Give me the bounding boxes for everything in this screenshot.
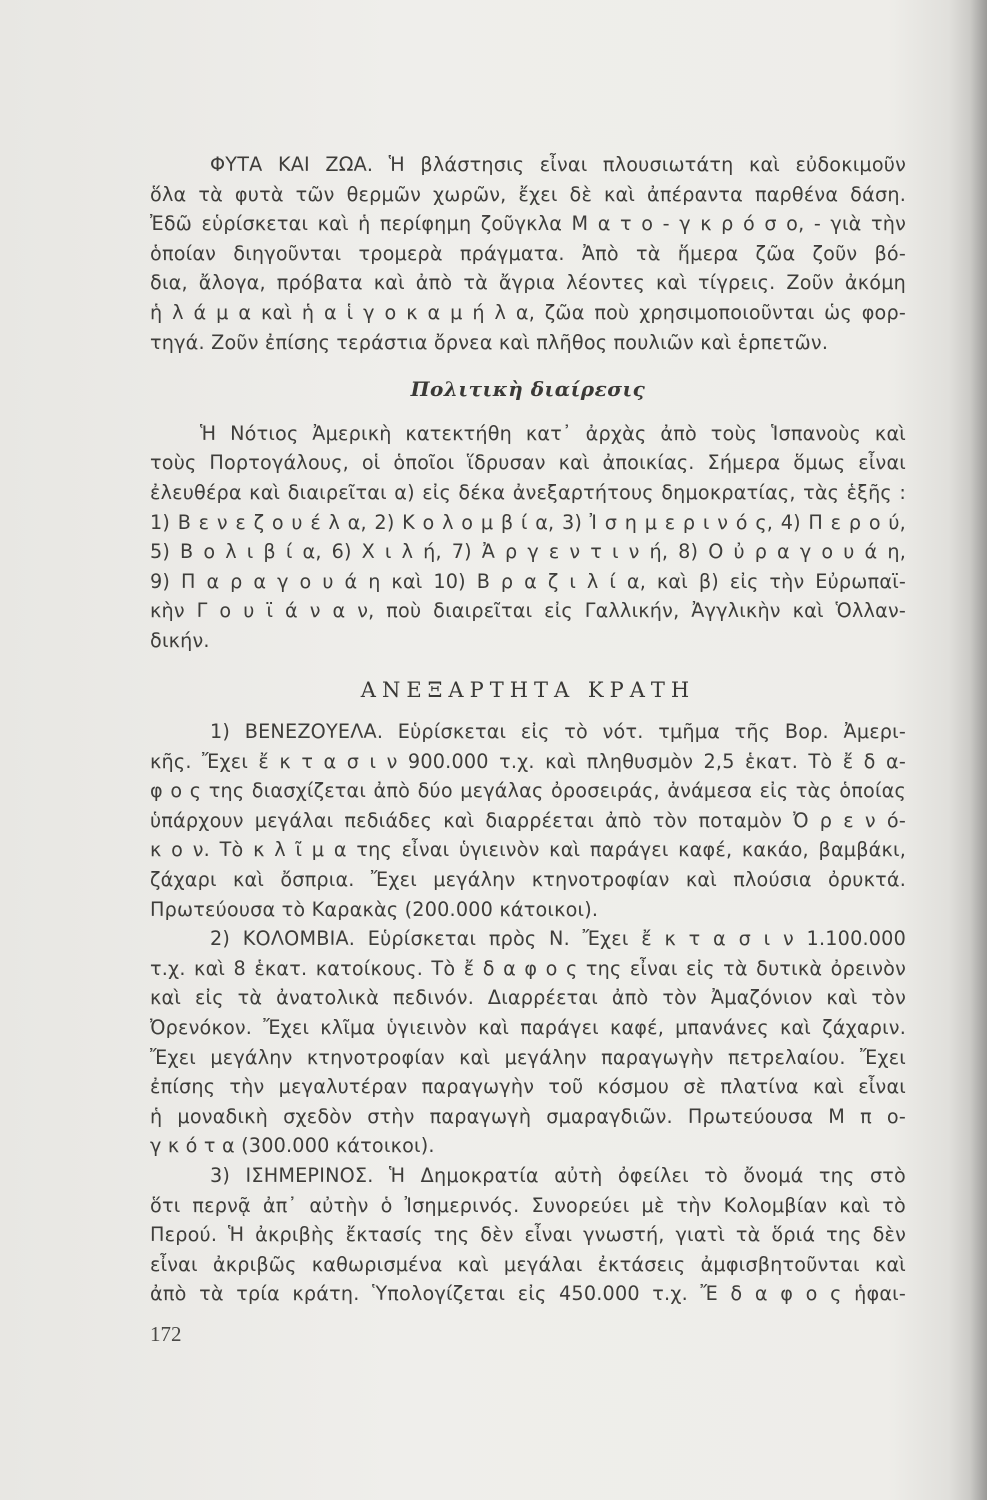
text-line: φ ο ς της διασχίζεται ἀπὸ δύο μεγάλας ὀροσειράς, ἀνάμεσα εἰς τὰς ὁποίας — [150, 779, 906, 803]
text-line: ἐλευθέρα καὶ διαιρεῖται α) εἰς δέκα ἀνεξαρτήτους δημοκρατίας, τὰς ἑξῆς : — [150, 480, 906, 504]
text-line: ὁποίαν διηγοῦνται τρομερὰ πράγματα. Ἀπὸ τὰ ἥμερα ζῶα ζοῦν βό- — [150, 241, 906, 265]
text-line: κῆς. Ἔχει ἔ κ τ α σ ι ν 900.000 τ.χ. καὶ πληθυσμὸν 2,5 ἑκατ. Τὸ ἔ δ α- — [150, 749, 906, 773]
intro-paragraph — [150, 150, 906, 357]
text-line: καὶ εἰς τὰ ἀνατολικὰ πεδινόν. Διαρρέεται ἀπὸ τὸν Ἀμαζόνιον καὶ τὸν — [150, 986, 906, 1010]
text-line: κ ο ν. Τὸ κ λ ῖ μ α της εἶναι ὑγιεινὸν καὶ παράγει καφέ, κακάο, βαμβάκι, — [150, 838, 906, 862]
text-line: δικήν. — [150, 628, 210, 652]
page-number: 172 — [150, 1322, 182, 1346]
text-line: 3) ΙΣΗΜΕΡΙΝΟΣ. Ἡ Δημοκρατία αὐτὴ ὀφείλει τὸ ὄνομά της στὸ — [210, 1164, 906, 1187]
text-line: Πρωτεύουσα τὸ Καρακὰς (200.000 κάτοικοι). — [150, 897, 599, 921]
text-line: γ κ ό τ α (300.000 κάτοικοι). — [150, 1134, 435, 1158]
text-line: δια, ἄλογα, πρόβατα καὶ ἀπὸ τὰ ἄγρια λέοντες καὶ τίγρεις. Ζοῦν ἀκόμη — [150, 271, 906, 295]
text-line: κὴν Γ ο υ ϊ ά ν α ν, ποὺ διαιρεῖται εἰς Γαλλικήν, Ἀγγλικὴν καὶ Ὁλλαν- — [150, 599, 906, 623]
section-heading-states: ΑΝΕΞΑΡΤΗΤΑ ΚΡΑΤΗ — [360, 677, 696, 702]
text-line: ἀπὸ τὰ τρία κράτη. Ὑπολογίζεται εἰς 450.000 τ.χ. Ἔ δ α φ ο ς ἡφαι- — [150, 1282, 906, 1306]
text-line: εἶναι ἀκριβῶς καθωρισμένα καὶ μεγάλαι ἐκτάσεις ἀμφισβητοῦνται καὶ — [150, 1252, 906, 1276]
text-line: ἡ μοναδικὴ σχεδὸν στὴν παραγωγὴ σμαραγδιῶν. Πρωτεύουσα Μ π ο- — [150, 1104, 906, 1128]
text-line: Περού. Ἡ ἀκριβὴς ἔκτασίς της δὲν εἶναι γνωστή, γιατὶ τὰ ὅριά της δὲν — [150, 1223, 906, 1247]
states-section — [150, 717, 906, 1309]
text-line: Ἐδῶ εὑρίσκεται καὶ ἡ περίφημη ζοῦγκλα Μ α τ ο - γ κ ρ ό σ ο, - γιὰ τὴν — [150, 212, 906, 236]
text-line: 1) ΒΕΝΕΖΟΥΕΛΑ. Εὑρίσκεται εἰς τὸ νότ. τμῆμα τῆς Βορ. Ἀμερι- — [210, 720, 906, 744]
text-line: Ἡ Νότιος Ἀμερικὴ κατεκτήθη κατ᾽ ἀρχὰς ἀπὸ τοὺς Ἱσπανοὺς καὶ — [200, 421, 906, 445]
text-line: ὑπάρχουν μεγάλαι πεδιάδες καὶ διαρρέεται ἀπὸ τὸν ποταμὸν Ὀ ρ ε ν ό- — [150, 808, 906, 832]
text-line: Ἔχει μεγάλην κτηνοτροφίαν καὶ μεγάλην παραγωγὴν πετρελαίου. Ἔχει — [150, 1045, 906, 1069]
text-line: ἡ λ ά μ α καὶ ἡ α ἱ γ ο κ α μ ή λ α, ζῶα ποὺ χρησιμοποιοῦνται ὡς φορ- — [150, 300, 906, 324]
text-line: ζάχαρι καὶ ὄσπρια. Ἔχει μεγάλην κτηνοτροφίαν καὶ πλούσια ὀρυκτά. — [150, 868, 906, 892]
section-heading-political: Πολιτικὴ διαίρεσις — [410, 377, 646, 402]
text-line: τηγά. Ζοῦν ἐπίσης τεράστια ὄρνεα καὶ πλῆθος πουλιῶν καὶ ἑρπετῶν. — [150, 330, 829, 354]
text-line: ὅτι περνᾷ ἀπ᾽ αὐτὴν ὁ Ἰσημερινός. Συνορεύει μὲ τὴν Κολομβίαν καὶ τὸ — [150, 1193, 906, 1217]
text-line: 2) ΚΟΛΟΜΒΙΑ. Εὑρίσκεται πρὸς Ν. Ἔχει ἔ κ τ α σ ι ν 1.100.000 — [210, 927, 906, 951]
political-paragraph — [150, 419, 906, 656]
text-line: τ.χ. καὶ 8 ἑκατ. κατοίκους. Τὸ ἔ δ α φ ο ς της εἶναι εἰς τὰ δυτικὰ ὀρεινὸν — [150, 956, 906, 980]
text-line: τοὺς Πορτογάλους, οἱ ὁποῖοι ἵδρυσαν καὶ ἀποικίας. Σήμερα ὅμως εἶναι — [150, 451, 906, 475]
text-line: 5) Β ο λ ι β ί α, 6) Χ ι λ ή, 7) Ἀ ρ γ ε ν τ ι ν ή, 8) Ο ὐ ρ α γ ο υ ά η, — [150, 540, 906, 564]
page-edge-shadow — [949, 0, 987, 1500]
text-line: ἐπίσης τὴν μεγαλυτέραν παραγωγὴν τοῦ κόσμου σὲ πλατίνα καὶ εἶναι — [150, 1075, 906, 1099]
text-line: ὅλα τὰ φυτὰ τῶν θερμῶν χωρῶν, ἔχει δὲ καὶ ἀπέραντα παρθένα δάση. — [150, 182, 906, 206]
text-line: Ὀρενόκον. Ἔχει κλῖμα ὑγιεινὸν καὶ παράγει καφέ, μπανάνες καὶ ζάχαριν. — [150, 1016, 906, 1040]
text-line: 1) Β ε ν ε ζ ο υ έ λ α, 2) Κ ο λ ο μ β ί α, 3) Ἰ σ η μ ε ρ ι ν ό ς, 4) Π ε ρ ο ύ, — [150, 510, 906, 534]
text-line: 9) Π α ρ α γ ο υ ά η καὶ 10) Β ρ α ζ ι λ ί α, καὶ β) εἰς τὴν Εὐρωπαϊ- — [150, 569, 906, 593]
text-line: ΦΥΤΑ ΚΑΙ ΖΩΑ. Ἡ βλάστησις εἶναι πλουσιωτάτη καὶ εὐδοκιμοῦν — [210, 153, 906, 176]
page-body — [150, 150, 906, 1309]
